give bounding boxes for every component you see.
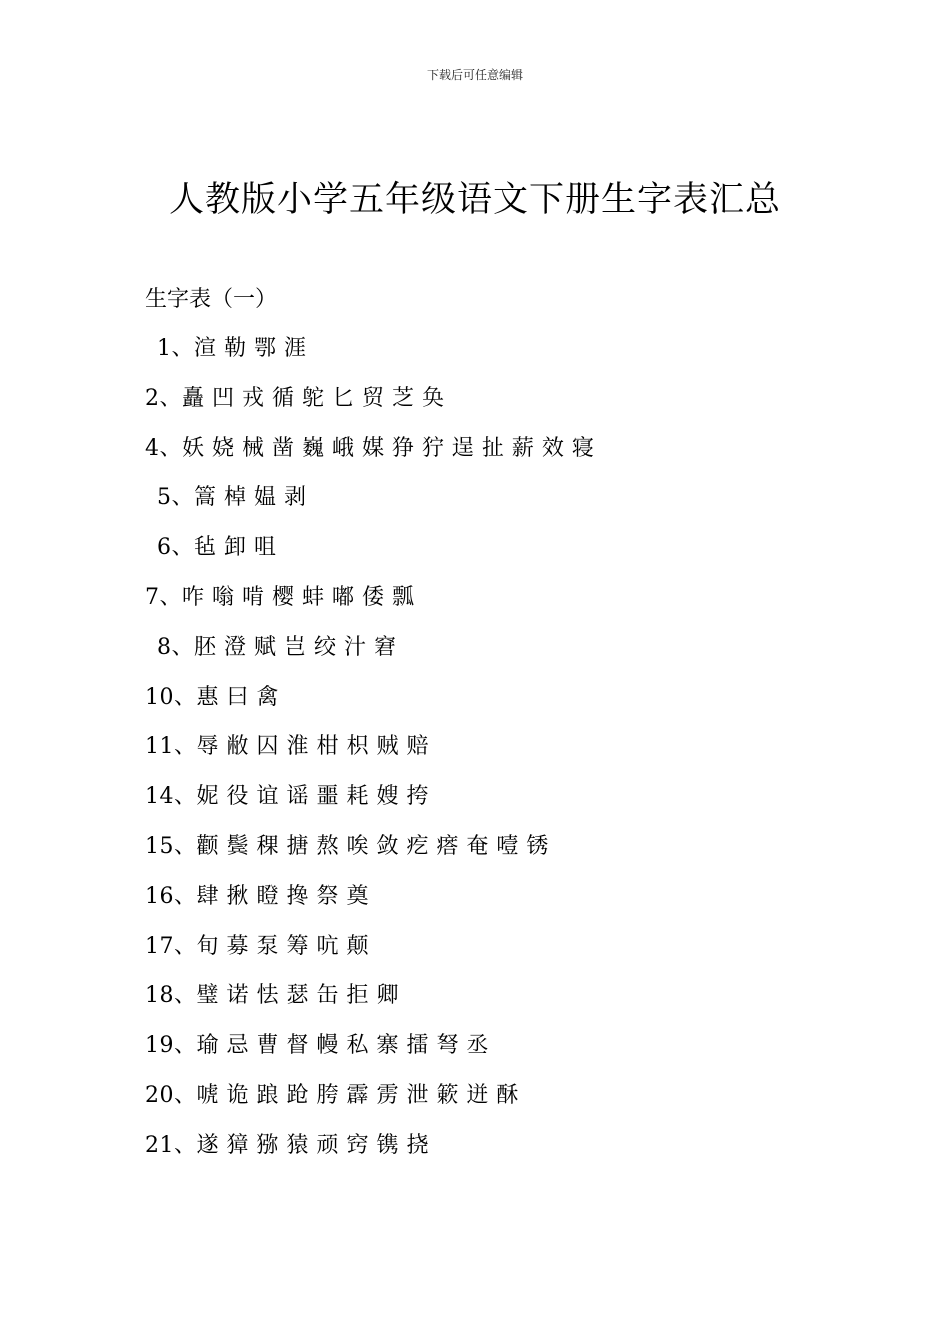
character-row: 11、辱 敝 囚 淮 柑 枳 贼 赔 (145, 734, 429, 760)
character-row: 7、咋 嗡 啃 樱 蚌 嘟 倭 瓢 (145, 584, 415, 610)
header-note: 下载后可任意编辑 (426, 68, 523, 82)
character-row: 6、毡 卸 咀 (157, 535, 277, 561)
character-row: 20、唬 诡 踉 跄 胯 霹 雳 泄 簌 迸 酥 (145, 1082, 519, 1108)
character-row: 8、胚 澄 赋 岂 绞 汁 窘 (157, 634, 397, 660)
character-row: 18、璧 诺 怯 瑟 缶 拒 卿 (145, 983, 399, 1009)
character-row: 15、颧 鬓 稞 搪 熬 唉 敛 疙 瘩 奄 噎 锈 (145, 833, 549, 859)
character-row: 21、遂 獐 猕 猿 顽 窍 镌 挠 (145, 1132, 429, 1158)
character-row: 2、矗 凹 戎 循 鸵 匕 贸 芝 奂 (145, 385, 445, 411)
character-row: 14、妮 役 谊 谣 噩 耗 嫂 挎 (145, 784, 429, 810)
character-row: 1、渲 勒 鄂 涯 (157, 336, 307, 361)
document-title: 人教版小学五年级语文下册生字表汇总 (168, 180, 781, 220)
character-row: 17、旬 募 泵 筹 吭 颠 (145, 933, 369, 959)
character-row: 16、肆 揪 瞪 搀 祭 奠 (145, 883, 369, 909)
character-row: 10、惠 曰 禽 (145, 684, 279, 710)
character-list (145, 327, 905, 1174)
character-row: 5、篙 棹 媪 剥 (157, 485, 307, 511)
section-heading: 生字表（一） (145, 287, 278, 312)
character-row: 4、妖 娆 械 凿 巍 峨 媒 狰 狞 逞 扯 薪 效 寝 (145, 435, 595, 461)
character-row: 19、瑜 忌 曹 督 幔 私 寨 擂 弩 丞 (145, 1033, 489, 1059)
